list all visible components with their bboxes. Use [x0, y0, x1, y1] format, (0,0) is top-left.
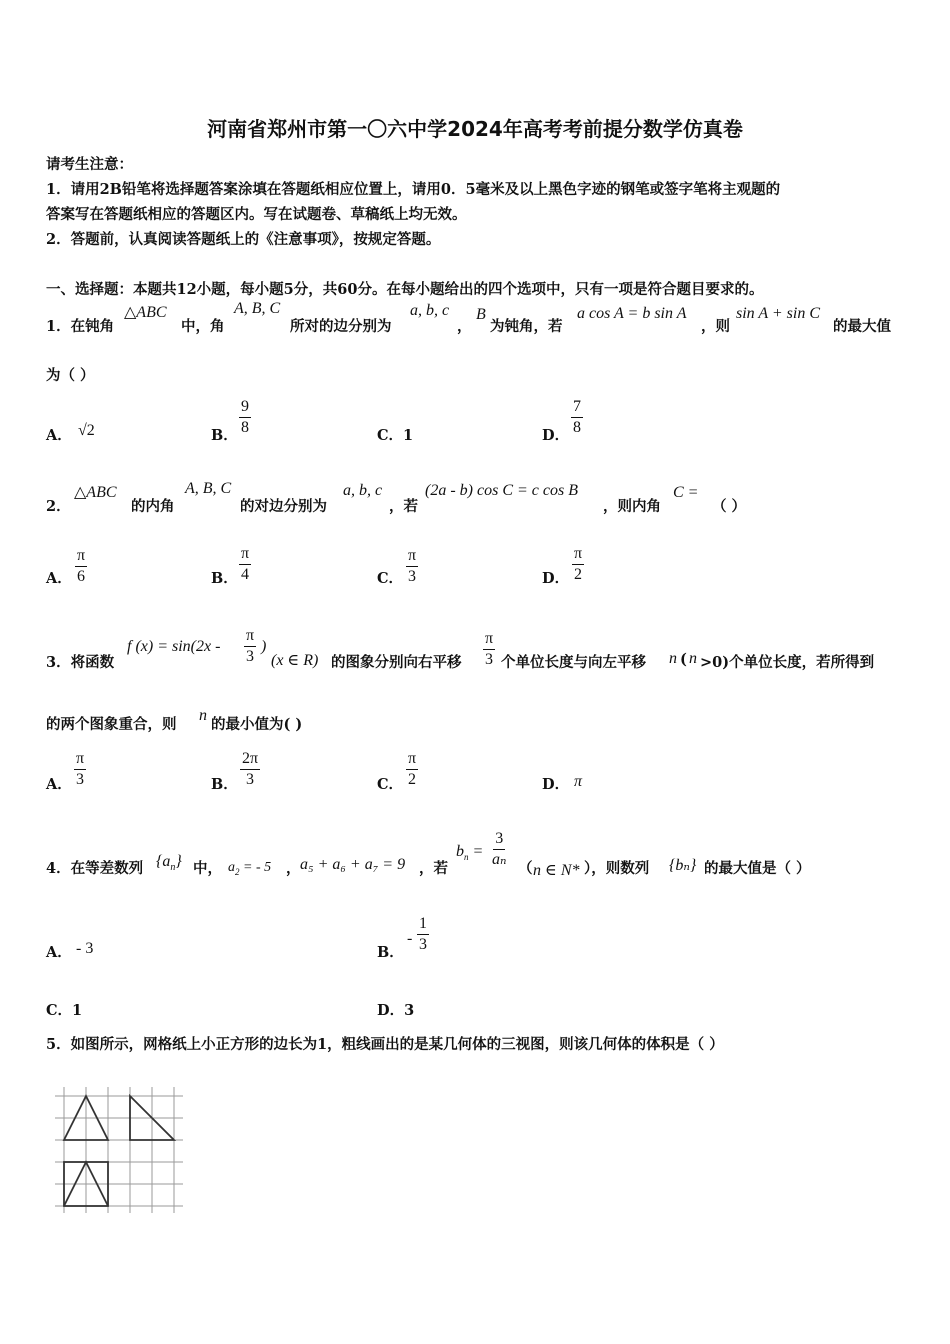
notice-heading: 请考生注意： — [46, 156, 133, 173]
q4-option-a-label: A． — [46, 944, 72, 961]
q1-option-b-label: B． — [211, 427, 238, 444]
q2-option-b-num: π — [239, 546, 251, 565]
q3-math-domain: (x ∈ R) — [271, 652, 319, 669]
q1-text-6: ，则 — [701, 318, 730, 335]
q1-option-a-label: A． — [46, 427, 72, 444]
q3-text-5: >0)个单位长度，若所得到 — [700, 654, 875, 671]
q3-math-function-fraction — [244, 628, 256, 665]
q4-math-bn — [456, 843, 483, 862]
q1-math-angles: A, B, C — [234, 300, 281, 317]
three-view-figure — [50, 1080, 190, 1220]
q3-option-b-num: 2π — [240, 751, 260, 770]
q4-math-bn-den: aₙ — [492, 851, 507, 868]
q1-option-b-fraction — [239, 399, 251, 436]
q4-option-c: C．1 — [46, 1002, 83, 1019]
q1-option-c: C．1 — [377, 427, 414, 444]
q1-option-d-fraction — [571, 399, 583, 436]
q1-math-expression: sin A + sin C — [736, 305, 821, 322]
q2-option-a-num: π — [75, 548, 87, 567]
q2-option-d-fraction — [572, 546, 584, 583]
q4-math-seq-a — [156, 853, 182, 873]
q3-option-a-label: A． — [46, 776, 72, 793]
q3-math-n2: n — [689, 650, 697, 667]
q2-option-a-label: A． — [46, 570, 72, 587]
q1-text-7: 的最大值 — [833, 318, 891, 335]
q4-math-bn-var: b — [456, 843, 464, 860]
q2-text-4: ，若 — [389, 498, 418, 515]
q4-math-seq-a-close: } — [175, 853, 182, 870]
q1-math-sides: a, b, c — [410, 302, 450, 319]
q3-option-c-num: π — [406, 751, 418, 770]
q3-option-a-fraction — [74, 751, 86, 788]
q3-shift-den: 3 — [485, 651, 494, 668]
section-heading: 一、选择题：本题共12小题，每小题5分，共60分。在每小题给出的四个选项中，只有一项是符合题目要求的。 — [46, 281, 764, 298]
q4-option-b-num: 1 — [417, 916, 429, 935]
q3-math-n1: n — [669, 650, 677, 667]
q4-option-b-den: 3 — [419, 936, 427, 953]
q3-option-b-fraction — [240, 751, 260, 788]
q1-text-8: 为（ ） — [46, 367, 95, 384]
q3-text-6: 的两个图象重合，则 — [46, 716, 177, 733]
q2-text-5: ，则内角 — [603, 498, 661, 515]
notice-line-1: 1．请用2B铅笔将选择题答案涂填在答题纸相应位置上，请用0．5毫米及以上黑色字迹的钢笔或签字笔将主观题的 — [46, 181, 781, 198]
q2-text-2: 的内角 — [131, 498, 175, 515]
q4-text-3: ， — [286, 860, 301, 877]
q3-text-4: ( — [680, 651, 687, 668]
q4-text-5: （ — [518, 860, 533, 877]
q4-option-b-sign: - — [407, 930, 413, 947]
q4-math-seq-b: {bₙ} — [669, 857, 697, 874]
q1-option-d-den: 8 — [573, 419, 581, 436]
q1-text-2: 中，角 — [181, 318, 225, 335]
q3-option-a-num: π — [74, 751, 86, 770]
q1-option-d-num: 7 — [571, 399, 583, 418]
q3-option-b-den: 3 — [246, 771, 255, 788]
q2-text-1: 2． — [46, 498, 71, 515]
q1-math-triangle: △ABC — [124, 304, 167, 321]
q3-math-function: f (x) = sin(2x - — [127, 638, 221, 655]
q3-option-b-label: B． — [211, 776, 238, 793]
q3-text-1: 3．将函数 — [46, 654, 115, 671]
q4-math-domain: n ∈ N* — [533, 862, 580, 879]
q4-math-bn-sub: n — [464, 852, 469, 863]
q2-option-b-fraction — [239, 546, 251, 583]
q1-text-4: ， — [457, 318, 472, 335]
q5-text-1: 5．如图所示，网格纸上小正方形的边长为1，粗线画出的是某几何体的三视图，则该几何体的体积是（ ） — [46, 1036, 724, 1053]
q4-option-b-label: B． — [377, 944, 404, 961]
q3-text-3: 个单位长度与向左平移 — [501, 654, 646, 671]
q4-text-1: 4．在等差数列 — [46, 860, 144, 877]
q4-math-seq-a-sub: n — [170, 862, 176, 874]
q4-math-a2-sub: 2 — [235, 866, 240, 877]
q4-math-bn-eq: = — [472, 843, 484, 860]
q4-math-sum: a₅ + a₆ + a₇ = 9 — [300, 856, 406, 873]
q4-math-bn-fraction — [490, 831, 508, 868]
q2-math-c: C = — [673, 484, 699, 501]
q4-text-6: ），则数列 — [584, 860, 650, 877]
notice-line-1b: 答案写在答题纸相应的答题区内。写在试题卷、草稿纸上均无效。 — [46, 206, 467, 223]
q4-math-seq-a-open: {a — [156, 853, 171, 870]
q4-math-a2-var: a — [228, 860, 235, 875]
q3-text-7: 的最小值为( ) — [211, 716, 303, 733]
q2-option-a-fraction — [75, 548, 87, 585]
q2-text-6: （ ） — [712, 498, 747, 515]
q3-shift-fraction — [483, 631, 495, 668]
notice-line-2: 2．答题前，认真阅读答题纸上的《注意事项》，按规定答题。 — [46, 231, 441, 248]
q1-math-condition: a cos A = b sin A — [577, 305, 687, 322]
q2-option-d-num: π — [572, 546, 584, 565]
q2-option-a-den: 6 — [77, 568, 86, 585]
q1-option-b-num: 9 — [239, 399, 251, 418]
q1-text-5: 为钝角，若 — [490, 318, 563, 335]
q2-math-sides: a, b, c — [343, 482, 383, 499]
q2-option-c-label: C． — [377, 570, 404, 587]
q4-text-7: 的最大值是（ ） — [704, 860, 811, 877]
q4-math-a2 — [228, 860, 271, 877]
q3-option-d-value: π — [574, 773, 583, 790]
q4-text-2: 中， — [193, 860, 222, 877]
q3-option-c-fraction — [406, 751, 418, 788]
q4-option-d: D．3 — [377, 1002, 415, 1019]
q4-option-a-value: - 3 — [76, 940, 94, 957]
q3-shift-num: π — [483, 631, 495, 650]
q3-option-d-label: D． — [542, 776, 570, 793]
q4-text-4: ，若 — [419, 860, 448, 877]
q1-option-d-label: D． — [542, 427, 570, 444]
q3-option-c-label: C． — [377, 776, 404, 793]
q1-option-a-value: √2 — [78, 422, 95, 439]
q2-text-3: 的对边分别为 — [240, 498, 327, 515]
q2-math-angles: A, B, C — [185, 480, 232, 497]
q2-math-triangle: △ABC — [74, 484, 117, 501]
q3-math-function-den: 3 — [246, 648, 255, 665]
q2-option-b-label: B． — [211, 570, 238, 587]
q4-math-a2-eq: = - 5 — [243, 860, 272, 875]
q2-option-c-fraction — [406, 548, 418, 585]
q2-option-c-num: π — [406, 548, 418, 567]
q4-math-bn-num: 3 — [493, 831, 505, 850]
q2-option-d-den: 2 — [574, 566, 583, 583]
q3-option-c-den: 2 — [408, 771, 417, 788]
q1-text-3: 所对的边分别为 — [290, 318, 392, 335]
q3-option-a-den: 3 — [76, 771, 85, 788]
q3-text-2: 的图象分别向右平移 — [331, 654, 462, 671]
q2-option-c-den: 3 — [408, 568, 417, 585]
page-title: 河南省郑州市第一〇六中学2024年高考考前提分数学仿真卷 — [207, 117, 743, 141]
q1-text-1: 1．在钝角 — [46, 318, 115, 335]
q4-option-b-fraction — [417, 916, 429, 953]
q3-math-function-num: π — [244, 628, 256, 647]
q2-math-condition: (2a - b) cos C = c cos B — [425, 482, 578, 499]
q2-option-d-label: D． — [542, 570, 570, 587]
q3-math-n3: n — [199, 707, 207, 724]
q3-math-function-close: ) — [261, 638, 267, 655]
q1-math-b: B — [476, 306, 486, 323]
q1-option-b-den: 8 — [241, 419, 249, 436]
q2-option-b-den: 4 — [241, 566, 250, 583]
grid-lines — [55, 1087, 183, 1213]
